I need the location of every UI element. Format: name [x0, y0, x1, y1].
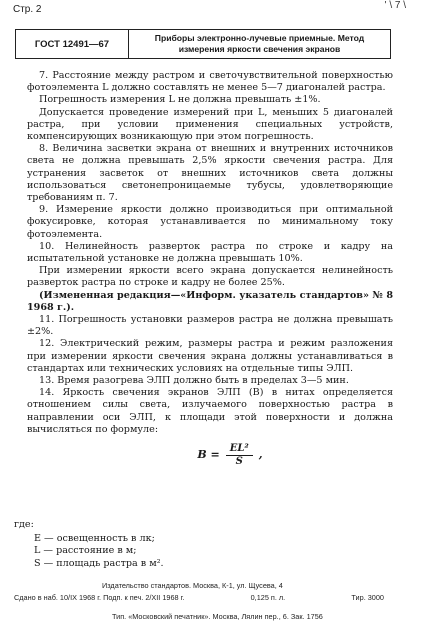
brightness-formula [67, 440, 393, 470]
formula-tail: , [258, 447, 263, 461]
definitions-list [34, 533, 164, 570]
print-details-line [14, 592, 412, 604]
paragraph-7-allowance: Допускается проведение измерений при L, меньших 5 диагоналей растра, при условии применения специальных устройств, компенсирующих возникающую при этом погрешность. [27, 106, 393, 143]
printer-line: Тип. «Московский печатник». Москва, Лялин пер., 6. Зак. 1756 [112, 612, 323, 621]
definition-s: S — площадь растра в м². [34, 557, 164, 569]
where-label: где: [14, 519, 34, 530]
body-text [27, 70, 393, 478]
print-run: Тир. 3000 [351, 593, 384, 602]
paragraph-7-error: Погрешность измерения L не должна превышать ±1%. [39, 94, 321, 106]
formula-lhs: B = [197, 447, 220, 461]
paragraph-8: 8. Величина засветки экрана от внешних и внутренних источников света не должна превышать 2,5% яркости свечения растра. Для устранения засветок от внешних источников света должны использоваться светонепроницаемые тубусы, удовлетворяющие требованиям п. 7. [27, 143, 393, 204]
paragraph-10: 10. Нелинейность разверток растра по строке и кадру на испытательной установке не должна превышать 10%. [27, 240, 393, 265]
print-sheets: 0,125 п. л. [250, 593, 286, 602]
page-number: Стр. 2 [13, 4, 42, 15]
paragraph-9: 9. Измерение яркости должно производиться при оптимальной фокусировке, которая устанавливается по минимальному току фотоэлемента. [27, 204, 393, 240]
paragraph-13: 13. Время разогрева ЭЛП должно быть в пределах 3—5 мин. [39, 375, 349, 387]
definition-l: L — расстояние в м; [34, 545, 137, 557]
standard-code: ГОСТ 12491—67 [16, 30, 129, 58]
imprint-footer [14, 580, 412, 623]
standard-title-line1: Приборы электронно-лучевые приемные. Метод [154, 33, 365, 43]
standard-header [15, 29, 391, 59]
corner-mark: ' \ 7 \ [384, 0, 406, 11]
formula-fraction [226, 443, 253, 468]
formula-denominator: S [235, 455, 243, 467]
standard-title-line2: измерения яркости свечения экранов [178, 44, 341, 54]
formula-numerator: EL² [226, 443, 253, 456]
publisher-line: Издательство стандартов. Москва, К-1, ул. Щусева, 4 [102, 581, 283, 590]
paragraph-11: 11. Погрешность установки размеров растра не должна превышать ±2%. [27, 314, 393, 338]
paragraph-10-amendment: (Измененная редакция—«Информ. указатель стандартов» № 8 1968 г.). [27, 289, 393, 313]
standard-title [129, 30, 390, 58]
print-dates: Сдано в наб. 10/IX 1968 г. Подп. к печ. 2/XII 1968 г. [14, 593, 185, 602]
paragraph-10-full-screen: При измерении яркости всего экрана допускается нелинейность разверток растра по строке и кадру не более 25%. [27, 265, 393, 289]
paragraph-7: 7. Расстояние между растром и светочувствительной поверхностью фотоэлемента L должно составлять не менее 5—7 диагоналей растра. [27, 70, 393, 94]
definition-e: E — освещенность в лк; [34, 533, 155, 544]
paragraph-12: 12. Электрический режим, размеры растра и режим разложения при измерении яркости свечения экрана должны устанавливаться в стандартах или технических условиях на отдельные типы ЭЛП. [27, 338, 393, 374]
paragraph-14: 14. Яркость свечения экранов ЭЛП (B) в нитах определяется отношением силы света, излучаемого поверхностью растра в направлении оси ЭЛП, к площади этой поверхности и должна вычисляться по формуле: [27, 387, 393, 435]
